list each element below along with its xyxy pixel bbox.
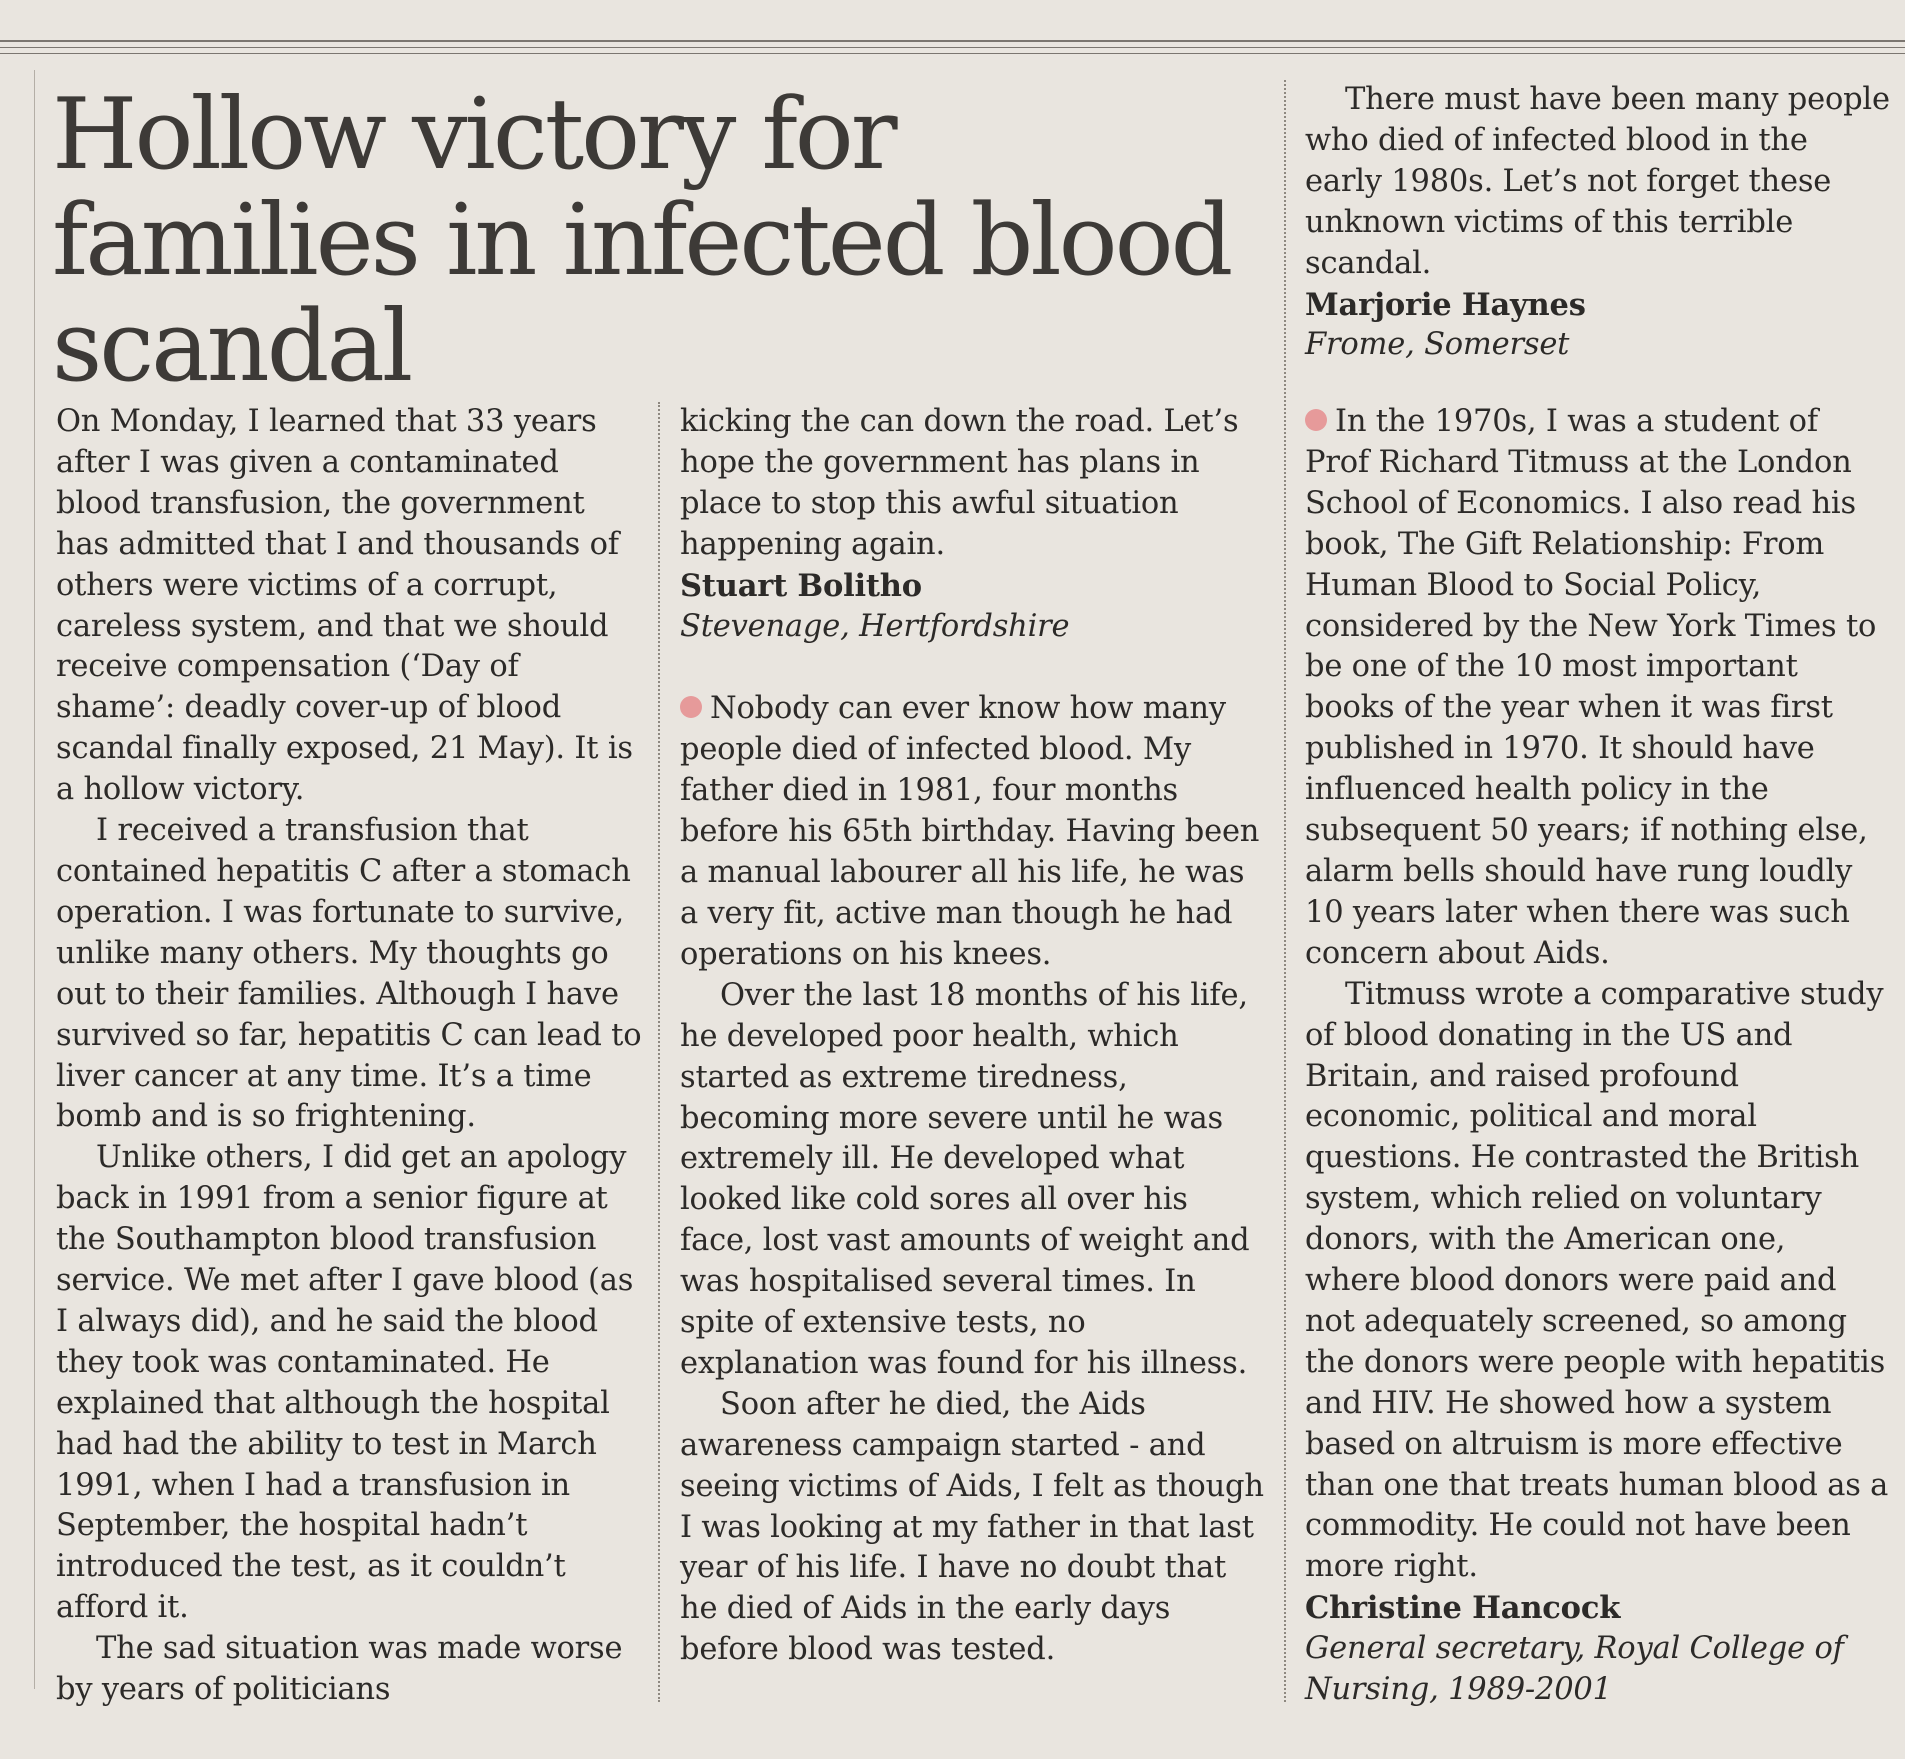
signature-name: Christine Hancock [1305,1590,1621,1627]
bullet-dot-icon [680,696,702,718]
signature-name: Stuart Bolitho [680,567,922,604]
signature-place: Frome, Somerset [1305,327,1570,363]
top-rule [0,47,1905,48]
letter-paragraph [1305,402,1890,975]
page-edge-line [34,70,35,1689]
letter-gap [680,647,1270,689]
letter-paragraph: Titmuss wrote a comparative study of blood donating in the US and Britain, and raised profound economic, political and moral questions. He contrasted the British system, which relied on voluntary donors, with the American one, where blood donors were paid and not adequately screened, so among the donors were people with hepatitis and HIV. He showed how a system based on altruism is more effective than one that treats human blood as a commodity. He could not have been more right. [1305,976,1889,1585]
letter-paragraph: I received a transfusion that contained hepatitis C after a stomach operation. I was fortunate to survive, unlike many others. My thoughts go out to their families. Although I have survived so far, hepatitis C can lead to liver cancer at any time. It’s a time bomb and is so frightening. [56,813,642,1135]
letter-paragraph: On Monday, I learned that 33 years after I was given a contaminated blood transfusion, the government has admitted that I and thousands of others were victims of a corrupt, careless system, and that we should receive compensation (‘Day of shame’: deadly cover-up of blood scandal finally exposed, 21 May). It is a hollow victory. [56,404,633,808]
signature-place: General secretary, Royal College of Nursing, 1989-2001 [1305,1631,1844,1708]
letter-column-2 [680,402,1270,1671]
letter-column-1 [56,402,646,1711]
top-rule [0,40,1905,42]
column-divider [1284,80,1286,1702]
bullet-dot-icon [1305,409,1327,431]
top-rule [0,53,1905,54]
letter-column-3 [1305,402,1890,1711]
letter-paragraph: Soon after he died, the Aids awareness campaign started - and seeing victims of Aids, I felt as though I was looking at my father in that last year of his life. I have no doubt that he died of Aids in the early days before blood was tested. [680,1386,1264,1668]
signature-name: Marjorie Haynes [1305,286,1586,323]
letter-paragraph [680,689,1270,975]
letter-column-3-top [1305,80,1890,366]
signature-place: Stevenage, Hertfordshire [680,608,1070,644]
letter-text: In the 1970s, I was a student of Prof Richard Titmuss at the London School of Economics. I also read his book, The Gift Relationship: From Human Blood to Social Policy, considered by the New York Times to be one of the 10 most important books of the year when it was first published in 1970. It should have influenced health policy in the subsequent 50 years; if nothing else, alarm bells should have rung loudly 10 years later when there was such concern about Aids. [1305,404,1877,971]
column-divider [658,402,660,1702]
headline: Hollow victory for families in infected blood scandal [52,78,1231,404]
letter-text: Nobody can ever know how many people died of infected blood. My father died in 1981, four months before his 65th birthday. Having been a manual labourer all his life, he was a very fit, active man though he had operations on his knees. [680,691,1260,972]
letter-paragraph: Over the last 18 months of his life, he developed poor health, which started as extreme tiredness, becoming more severe until he was extremely ill. He developed what looked like cold sores all over his face, lost vast amounts of weight and was hospitalised several times. In spite of extensive tests, no explanation was found for his illness. [680,977,1250,1381]
letter-paragraph: Unlike others, I did get an apology back in 1991 from a senior figure at the Southampton blood transfusion service. We met after I gave blood (as I always did), and he said the blood they took was contaminated. He explained that although the hospital had had the ability to test in March 1991, when I had a transfusion in September, the hospital hadn’t introduced the test, as it couldn’t afford it. [56,1140,634,1626]
letter-paragraph: There must have been many people who died of infected blood in the early 1980s. Let’s not forget these unknown victims of this terrible scandal. [1305,82,1890,281]
letter-paragraph: kicking the can down the road. Let’s hope the government has plans in place to stop this awful situation happening again. [680,404,1239,562]
letter-paragraph: The sad situation was made worse by years of politicians [56,1631,623,1708]
